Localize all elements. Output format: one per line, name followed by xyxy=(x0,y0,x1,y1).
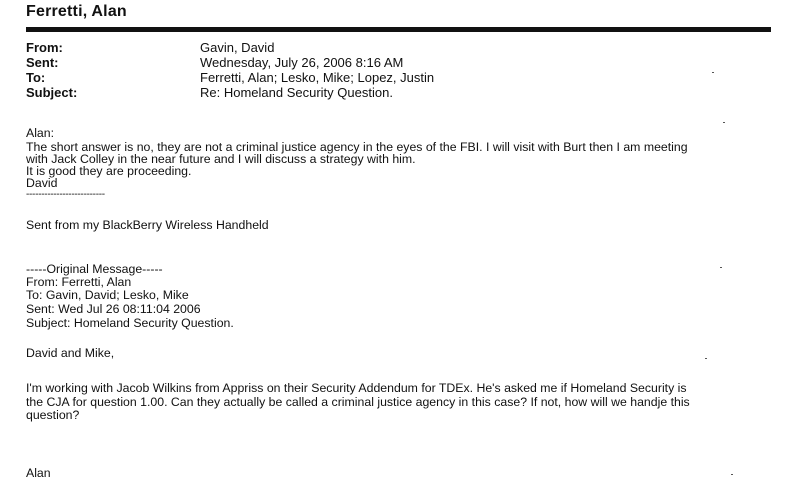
original-subject: Subject: Homeland Security Question. xyxy=(26,316,234,330)
subject-label: Subject: xyxy=(26,85,78,100)
original-marker: -----Original Message----- xyxy=(26,262,163,276)
reply-line-2: with Jack Colley in the near future and I will discuss a strategy with him. xyxy=(26,152,416,166)
original-line-1: I'm working with Jacob Wilkins from Appriss on their Security Addendum for TDEx. He's asked me if Homeland Security is xyxy=(26,381,687,395)
original-line-2: the CJA for question 1.00. Can they actually be called a criminal justice agency in this case? If not, how will we handje this xyxy=(26,395,690,409)
scan-speck xyxy=(731,474,733,475)
to-label: To: xyxy=(26,70,46,85)
original-to: To: Gavin, David; Lesko, Mike xyxy=(26,288,189,302)
reply-greeting: Alan: xyxy=(26,126,55,140)
from-value: Gavin, David xyxy=(200,40,275,55)
reply-separator: -------------------------- xyxy=(26,189,105,200)
scan-speck xyxy=(712,72,714,73)
to-value: Ferretti, Alan; Lesko, Mike; Lopez, Justin xyxy=(200,70,435,85)
sent-label: Sent: xyxy=(26,55,59,70)
reply-line-3: It is good they are proceeding. xyxy=(26,164,192,178)
scan-speck xyxy=(723,122,725,123)
device-signature: Sent from my BlackBerry Wireless Handheld xyxy=(26,218,269,232)
original-sent: Sent: Wed Jul 26 08:11:04 2006 xyxy=(26,302,201,316)
reply-signature: David xyxy=(26,176,58,190)
original-signature: Alan xyxy=(26,466,51,480)
original-from: From: Ferretti, Alan xyxy=(26,275,132,289)
header-rule xyxy=(26,27,771,32)
subject-value: Re: Homeland Security Question. xyxy=(200,85,393,100)
original-line-3: question? xyxy=(26,408,80,422)
from-label: From: xyxy=(26,40,63,55)
sent-value: Wednesday, July 26, 2006 8:16 AM xyxy=(200,55,404,70)
reply-line-1: The short answer is no, they are not a criminal justice agency in the eyes of the FBI. I will visit with Burt then I am meeting xyxy=(26,140,688,154)
mailbox-owner-name: Ferretti, Alan xyxy=(26,3,127,20)
scan-speck xyxy=(720,267,722,268)
original-greeting: David and Mike, xyxy=(26,346,115,360)
scan-speck xyxy=(705,358,707,359)
